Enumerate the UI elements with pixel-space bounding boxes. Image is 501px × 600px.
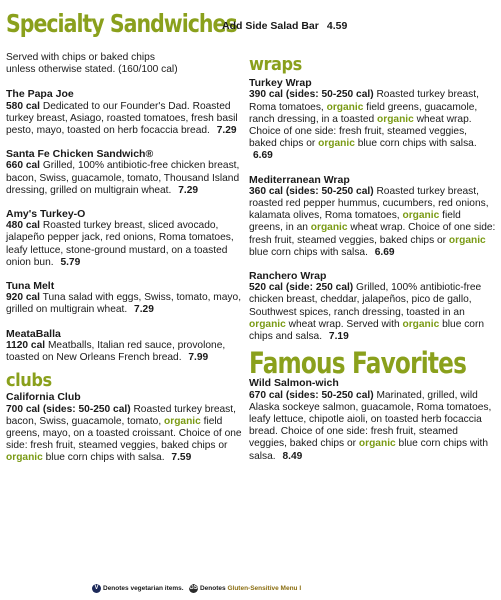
- menu-item-wild-salmon-wich: [249, 377, 497, 462]
- item-description: Roasted turkey breast, Roma tomatoes,: [249, 89, 479, 113]
- item-description: Grilled, 100% antibiotic-free chicken breast, bacon, Swiss, guacamole, tomato, Thousand Island dressing, grilled on multigrain wheat.: [6, 160, 240, 196]
- item-name: MeataBalla: [6, 327, 61, 340]
- organic-label: organic: [358, 438, 396, 450]
- item-description: blue corn chips with salsa.: [45, 452, 165, 464]
- item-calories: 670 cal (sides: 50-250 cal): [249, 389, 374, 401]
- item-description: blue corn chips with salsa.: [249, 246, 368, 258]
- side-salad-label: Add Side Salad Bar: [222, 20, 319, 32]
- item-price: 8.49: [282, 450, 303, 462]
- item-name: Tuna Melt: [6, 280, 55, 293]
- item-price: 6.69: [374, 246, 395, 258]
- item-price: 7.99: [188, 352, 209, 364]
- menu-item-papa-joe: [6, 88, 242, 137]
- item-description: Roasted turkey breast, roasted red pepper hummus, cucumbers, red onions, kalamata olives, Roma tomatoes,: [249, 185, 489, 222]
- item-price: 7.29: [134, 304, 154, 316]
- item-description: wheat wrap. Served with: [288, 318, 400, 330]
- item-description: blue corn chips with salsa.: [357, 138, 477, 150]
- item-description: Dedicated to our Founder's Dad. Roasted turkey breast, Asiago, roasted tomatoes, fresh basil pesto, mayo, toasted on herb focaccia bread.: [6, 100, 238, 137]
- section-heading-famous-favorites: Famous Favorites: [249, 346, 467, 381]
- organic-label: organic: [402, 210, 440, 222]
- item-description: Roasted turkey breast, sliced avocado, jalapeño pepper jack, red onions, Roma tomatoes, leafy lettuce, stone-ground mustard, on a toasted onion bun.: [6, 220, 234, 268]
- item-calories: 700 cal (sides: 50-250 cal): [6, 403, 131, 415]
- item-description: wheat wrap. Choice of one side: fresh fruit, steamed veggies, baked chips or: [249, 113, 472, 150]
- intro-line: Served with chips or baked chips: [6, 52, 155, 63]
- right-column: [249, 54, 497, 474]
- sandwich-intro: [6, 52, 242, 76]
- item-price: 7.29: [216, 125, 237, 137]
- side-salad-addon: [222, 20, 347, 32]
- item-description: wheat wrap. Choice of one side: fresh fruit, steamed veggies, baked chips or: [249, 222, 496, 246]
- gluten-sensitive-menu-text: Gluten-Sensitive Menu I: [227, 585, 302, 593]
- menu-item-tuna-melt: [6, 280, 242, 317]
- menu-item-turkey-wrap: [249, 77, 497, 162]
- item-description: blue corn chips with salsa.: [249, 438, 489, 462]
- organic-label: organic: [6, 452, 43, 464]
- item-description: Marinated, grilled, wild Alaska sockeye salmon, guacamole, Roma tomatoes, leafy lettuce, chipotle aioli, on toasted herb focaccia bread. Choice of one side: fresh fruit, steamed veggies, baked chips or: [249, 389, 492, 450]
- organic-label: organic: [326, 101, 364, 113]
- item-name: Santa Fe Chicken Sandwich®: [6, 148, 154, 161]
- item-price: 7.29: [178, 184, 199, 196]
- item-description: field greens, in an: [249, 210, 461, 234]
- vegetarian-legend-text: Denotes vegetarian items.: [103, 585, 184, 593]
- organic-label: organic: [377, 113, 414, 125]
- organic-label: organic: [164, 415, 201, 427]
- menu-item-amys-turkey-o: [6, 208, 242, 269]
- intro-line: unless otherwise stated. (160/100 cal): [6, 64, 178, 76]
- item-calories: 580 cal: [6, 100, 40, 112]
- organic-label: organic: [310, 222, 348, 234]
- item-calories: 480 cal: [6, 220, 40, 232]
- gluten-sensitive-icon: GS: [189, 585, 198, 591]
- item-price: 5.79: [60, 256, 81, 268]
- item-calories: 520 cal (side: 250 cal): [249, 282, 354, 294]
- organic-label: organic: [448, 234, 486, 246]
- organic-label: organic: [318, 138, 355, 150]
- item-description: Grilled, 100% antibiotic-free chicken breast, cheddar, jalapeños, pico de gallo, Southwest spices, ranch dressing, toasted in an: [249, 282, 482, 318]
- section-heading-clubs: clubs: [6, 370, 52, 392]
- item-name: Ranchero Wrap: [249, 270, 327, 283]
- item-calories: 920 cal: [6, 292, 40, 304]
- organic-label: organic: [402, 318, 440, 330]
- item-description: Tuna salad with eggs, Swiss, tomato, mayo, grilled on multigrain wheat.: [6, 292, 242, 316]
- item-price: 7.19: [328, 331, 349, 343]
- menu-item-meataballa: [6, 328, 242, 365]
- item-description: Meatballs, Italian red sauce, provolone, toasted on New Orleans French bread.: [6, 339, 226, 364]
- item-name: Turkey Wrap: [249, 77, 312, 90]
- left-column: [6, 52, 242, 476]
- menu-item-santa-fe-chicken: [6, 148, 242, 197]
- item-description: field greens, guacamole, ranch dressing, in a toasted: [249, 101, 478, 125]
- item-description: Roasted turkey breast, bacon, Swiss, guacamole, tomato,: [6, 403, 236, 427]
- item-price: 7.59: [171, 452, 192, 464]
- item-description: blue corn chips and salsa.: [249, 318, 485, 343]
- vegetarian-icon: V: [92, 584, 101, 593]
- legend-footer: [92, 584, 301, 593]
- item-name: The Papa Joe: [6, 88, 74, 101]
- item-calories: 390 cal (sides: 50-250 cal): [249, 89, 374, 101]
- gluten-sensitive-legend-text: Denotes: [199, 585, 226, 593]
- item-calories: 1120 cal: [6, 339, 46, 351]
- menu-item-ranchero-wrap: [249, 270, 497, 343]
- item-name: Wild Salmon-wich: [249, 377, 339, 390]
- item-name: California Club: [6, 391, 81, 404]
- item-calories: 660 cal: [6, 160, 40, 172]
- menu-item-mediterranean-wrap: [249, 174, 497, 259]
- item-calories: 360 cal (sides: 50-250 cal): [249, 185, 374, 197]
- page-title: Specialty Sandwiches: [6, 9, 237, 38]
- menu-item-california-club: [6, 391, 242, 464]
- section-heading-wraps: wraps: [249, 54, 302, 75]
- item-price: 6.69: [253, 150, 273, 162]
- item-name: Mediterranean Wrap: [249, 173, 350, 186]
- side-salad-price: 4.59: [326, 20, 348, 32]
- organic-label: organic: [249, 318, 286, 330]
- item-description: field greens, mayo, on a toasted croissant. Choice of one side: fresh fruit, steamed veggies, baked chips or: [6, 415, 242, 452]
- item-name: Amy's Turkey-O: [6, 208, 86, 221]
